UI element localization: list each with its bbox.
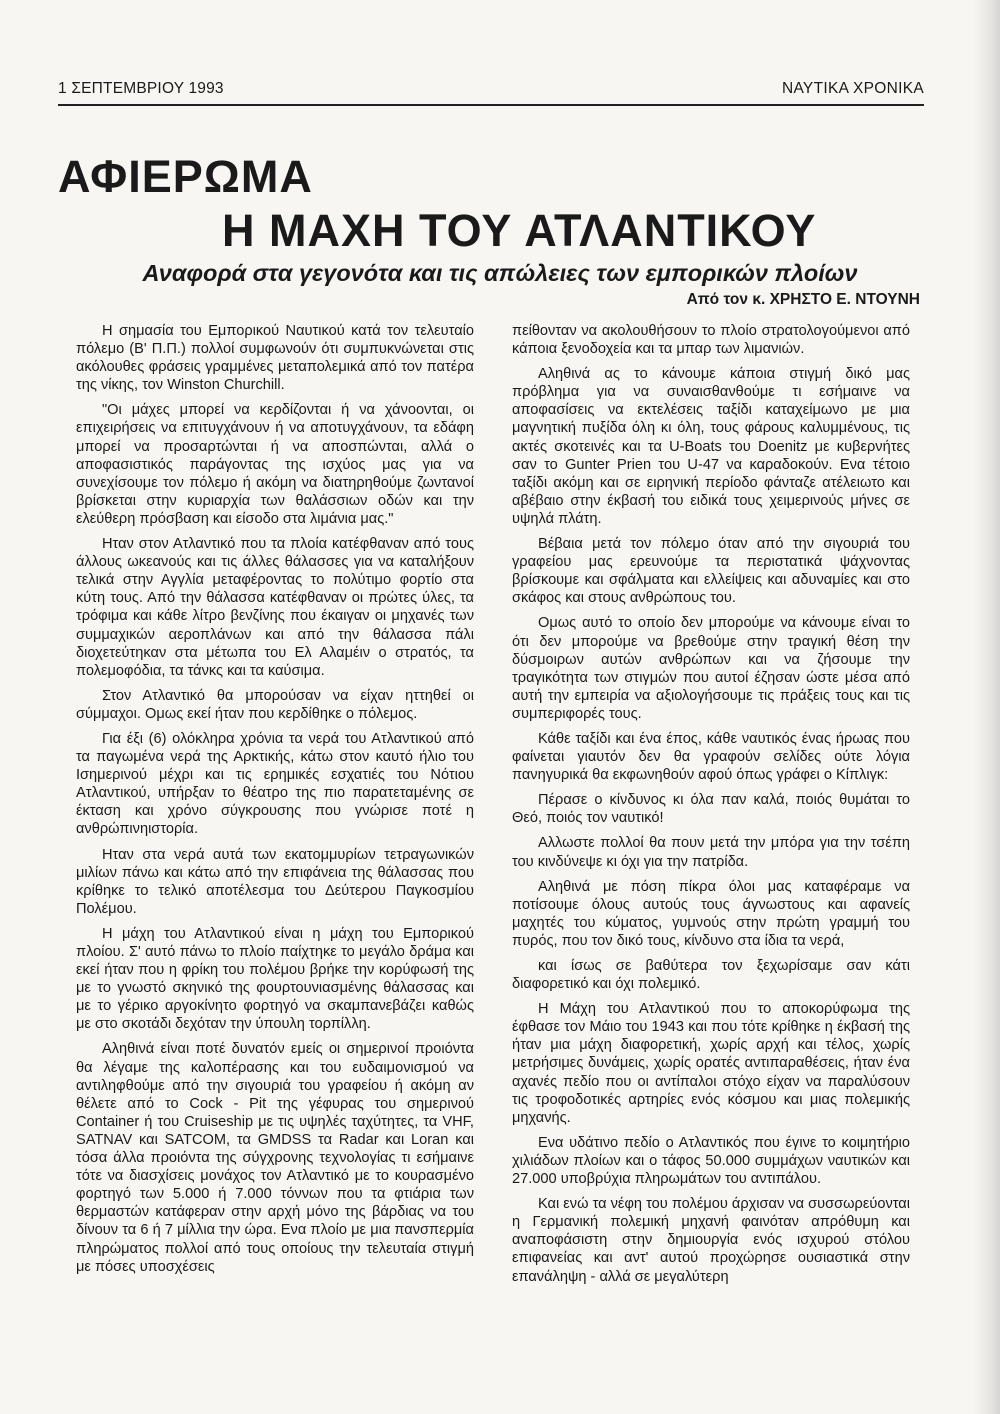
paragraph: Και ενώ τα νέφη του πολέμου άρχισαν να συσσωρεύονται η Γερμανική πολεμική μηχανή φαινόταν απρόθυμη και αναποφάσιστη στην δημιουργία ενός ισχυρού στόλου επιφανείας και αντ' αυτού προχώρησε ουσιαστικά στην επανάληψη - αλλά σε μεγαλύτερη: [512, 1196, 910, 1285]
page-edge-shadow: [972, 0, 1000, 1414]
article-subtitle: Αναφορά στα γεγονότα και τις απώλειες των εμπορικών πλοίων: [142, 260, 858, 286]
paragraph: Βέβαια μετά τον πόλεμο όταν από την σιγουριά του γραφείου μας ερευνούμε τα περιστατικά ψάχνοντας βρίσκουμε και σφάλματα και ελλείψεις και αδυναμίες και στο σκάφος και στους ανθρώπους του.: [512, 536, 910, 607]
paragraph: Κάθε ταξίδι και ένα έπος, κάθε ναυτικός ένας ήρωας που φαίνεται γιαυτόν δεν θα γραφούν σελίδες ούτε λόγια πανηγυρικά θα εκφωνηθούν αφού όπως γράφει ο Κίπλιγκ:: [512, 730, 910, 784]
article-title: Η ΜΑΧΗ ΤΟΥ ΑΤΛΑΝΤΙΚΟΥ: [222, 205, 817, 256]
paragraph: Η Μάχη του Ατλαντικού που το αποκορύφωμα της έφθασε τον Μάιο του 1943 και που τότε κρίθηκε η έκβασή της ήταν μια μάχη διαφορετική, χωρίς αρχή και τέλος, χωρίς μετρήσιμες δυνάμεις, χωρίς ορατές αντιπαραθέσεις, ήταν ένα αχανές πεδίο που οι αντίπαλοι στόχο είχαν να παραλύσουν τις τροφοδοτικές αρτηρίες ενός κόσμου και μιας πολεμικής μηχανής.: [512, 1001, 910, 1126]
paragraph: και ίσως σε βαθύτερα τον ξεχωρίσαμε σαν κάτι διαφορετικό και όχι πολεμικό.: [512, 958, 910, 993]
paragraph: "Οι μάχες μπορεί να κερδίζονται ή να χάνοονται, οι επιχειρήσεις να επιτυγχάνουν ή να αποτυγχάνουν, τα εδάφη μπορεί να προσαρτώνται ή να αποσπώνται, αλλά ο αποφασιστικός παράγοντας της ισχύος μας για να συνεχίσουμε τον πόλεμο ή ακόμη να διατηρηθούμε ζωντανοί βρίσκεται στην κυριαρχία των θαλάσσιων οδών και την ελεύθερη πρόσβαση και είσοδο στα λιμάνια μας.": [76, 402, 474, 527]
section-title: ΑΦΙΕΡΩΜΑ: [58, 151, 313, 202]
paragraph: Ηταν στον Ατλαντικό που τα πλοία κατέφθαναν από τους άλλους ωκεανούς και τις άλλες θάλασσες για να καταλήξουν τελικά στην Αγγλία μεταφέροντας το πολύτιμο φορτίο στα κύτη τους. Από την θάλασσα κατέφθαναν οι πρώτες ύλες, τα τρόφιμα και κάθε λίτρο βενζίνης που έκαιγαν οι μηχανές των συμμαχικών αεροπλάνων και από την θάλασσα πάλι διοχετεύτηκαν στα μέτωπα του Ελ Αλαμέιν ο στρατός, τα πολεμοφόδια, τα τάνκς και τα καύσιμα.: [76, 536, 474, 679]
running-header: [58, 80, 924, 106]
left-column: [76, 322, 474, 1283]
issue-date: 1 ΣΕΠΤΕΜΒΡΙΟΥ 1993: [58, 80, 224, 97]
paragraph: Πέρασε ο κίνδυνος κι όλα παν καλά, ποιός θυμάται το Θεό, ποιός τον ναυτικό!: [512, 792, 910, 827]
paragraph: Η μάχη του Ατλαντικού είναι η μάχη του Εμπορικού πλοίου. Σ' αυτό πάνω το πλοίο παίχτηκε το μεγάλο δράμα και εκεί ήταν που η φρίκη του πολέμου βρήκε την κορύφωσή της με το γνωστό σκηνικό της φουρτουνιασμένης θάλασσας και με το γέρικο αργοκίνητο φορτηγό να σκαμπανεβάζει καθώς με στο σκοτάδι δεχόταν την ύπουλη τορπίλλη.: [76, 925, 474, 1033]
paragraph: πείθονταν να ακολουθήσουν το πλοίο στρατολογούμενοι από κάποια ξενοδοχεία και τα μπαρ των λιμανιών.: [512, 323, 910, 358]
paragraph: Αλλωστε πολλοί θα πουν μετά την μπόρα για την τσέπη του κινδύνεψε κι όχι για την πατρίδα.: [512, 835, 910, 870]
paragraph: Αληθινά ας το κάνουμε κάποια στιγμή δικό μας πρόβλημα για να συναισθανθούμε τι εσήμαινε να αποφασίσεις να εκτελέσεις ταξίδι καταχείμωνο με μια μαγνητική πυξίδα όλη κι όλη, τους φάρους καλυμμένους, τις ακτές σκοτεινές και τα U-Boats του Doenitz με κυβερνήτες σαν το Gunter Prien του U-47 να καραδοκούν. Ενα τέτοιο ταξίδι ακόμη και σε ειρηνική περίοδο φάνταζε ατέλειωτο και αβέβαιο στην έκβασή του ειδικά τους χειμερινούς μήνες σε υψηλά πλάτη.: [512, 366, 910, 527]
paragraph: Αληθινά με πόση πίκρα όλοι μας καταφέραμε να ποτίσουμε όλους αυτούς τους άγνωστους και αφανείς μαχητές του κύματος, γυμνούς στην πρώτη γραμμή του πυρός, που τον δικό τους, κίνδυνο στα ίδια τα νερά,: [512, 878, 910, 949]
paragraph: Αληθινά είναι ποτέ δυνατόν εμείς οι σημερινοί προιόντα θα λέγαμε της καλοπέρασης και του ευδαιμονισμού να αντιληφθούμε από την σιγουριά του γραφείου ή ακόμη αν θέλετε από το Cock - Pit της γέφυρας του σημερινού Container ή του Cruiseship με τις υψηλές ταχύτητες, τα VHF, SATNAV και SATCOM, τα GMDSS τα Radar και Loran και τόσα άλλα προιόντα της σύγχρονης τεχνολογίας τι εσήμαινε τότε να διασχίσεις μονάχος τον Ατλαντικό με το κουρασμένο φορτηγό των 5.000 ή 7.000 τόννων που τα φτιάρια των θερμαστών κατάφεραν στην αρχή μόνο της βάρδιας να του δίνουν τα 6 ή 7 μίλλια την ώρα. Ενα πλοίο με μια πανσπερμία πληρώματος πολλοί από τους οποίους την τελευταία στιγμή με πόσες υποσχέσεις: [76, 1041, 474, 1275]
paragraph: Ομως αυτό το οποίο δεν μπορούμε να κάνουμε είναι το ότι δεν μπορούμε να βρεθούμε στην τραγική θέση την δύσμοιρων αυτών ανθρώπων και να ζήσουμε την τραγικότητα των στιγμών που αυτοί έζησαν ώστε μέσα από αυτή την εμπειρία να αξιολογήσουμε τις πράξεις τους και τις συμπεριφορές τους.: [512, 615, 910, 722]
newspaper-name: ΝΑΥΤΙΚΑ ΧΡΟΝΙΚΑ: [781, 80, 924, 97]
paragraph: Για έξι (6) ολόκληρα χρόνια τα νερά του Ατλαντικού από τα παγωμένα νερά της Αρκτικής, κάτω στον καυτό ήλιο του Ισημερινού μέχρι και τις ερημικές εσχατιές του Νότιου Ατλαντικού, υπήρξαν το θέατρο της πιο παρατεταμένης σε έκταση και χρόνο σύγκρουσης που γνώρισε ποτέ η ανθρώπινηιστορία.: [76, 730, 474, 838]
paragraph: Στον Ατλαντικό θα μπορούσαν να είχαν ηττηθεί οι σύμμαχοι. Ομως εκεί ήταν που κερδίθηκε ο πόλεμος.: [76, 687, 474, 722]
paragraph: Ενα υδάτινο πεδίο ο Ατλαντικός που έγινε το κοιμητήριο χιλιάδων πλοίων και ο τάφος 50.000 συμμάχων ναυτικών και 27.000 υποβρύχια πληρωμάτων του αντιπάλου.: [512, 1134, 910, 1188]
right-column: [512, 322, 910, 1293]
paragraph: Ηταν στα νερά αυτά των εκατομμυρίων τετραγωνικών μιλίων πάνω και κάτω από την επιφάνεια της θάλασσας που κρίθηκε το τελικό αποτέλεσμα του Δεύτερου Παγκοσμίου Πολέμου.: [76, 846, 474, 917]
paragraph: Η σημασία του Εμπορικού Ναυτικού κατά τον τελευταίο πόλεμο (Β' Π.Π.) πολλοί συμφωνούν ότι συμπυκνώνεται στις ακόλουθες φράσεις γραμμένες μεταπολεμικά από τον πατέρα της νίκης, τον Winston Churchill.: [76, 323, 474, 394]
author-byline: Από τον κ. ΧΡΗΣΤΟ Ε. ΝΤΟΥΝΗ: [686, 291, 920, 308]
